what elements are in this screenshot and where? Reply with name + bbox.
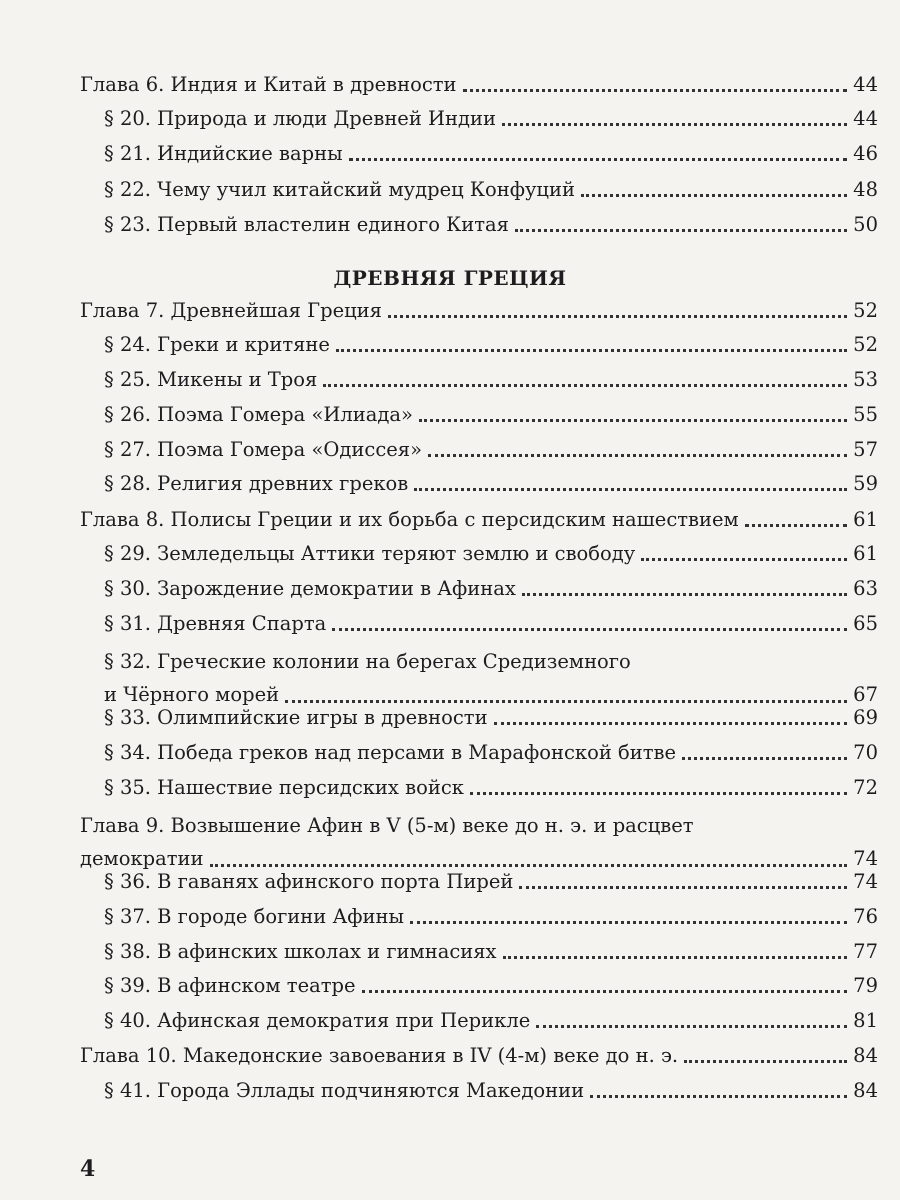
entry-title: § 33. Олимпийские игры в древности: [104, 706, 488, 729]
toc-entry-paragraph-25[interactable]: [104, 367, 878, 393]
entry-title: § 41. Города Эллады подчиняются Македонии: [104, 1079, 585, 1102]
dot-leader: [332, 628, 847, 631]
dot-leader: [641, 558, 847, 561]
entry-page: 63: [853, 577, 878, 600]
entry-page: 50: [853, 213, 878, 236]
entry-title-line-2: и Чёрного морей: [104, 683, 280, 706]
toc-entry-paragraph-28[interactable]: [104, 471, 878, 497]
dot-leader: [336, 349, 847, 352]
entry-title: Глава 7. Древнейшая Греция: [80, 299, 382, 322]
toc-entry-paragraph-20[interactable]: [104, 106, 878, 132]
entry-title: § 37. В городе богини Афины: [104, 905, 405, 928]
entry-title: § 22. Чему учил китайский мудрец Конфуций: [104, 178, 575, 201]
dot-leader: [536, 1025, 847, 1028]
toc-entry-paragraph-27[interactable]: [104, 437, 878, 463]
toc-entry-chapter-10[interactable]: [80, 1043, 878, 1069]
toc-entry-chapter-9[interactable]: [80, 809, 878, 875]
entry-page: 44: [853, 73, 878, 96]
dot-leader: [684, 1060, 847, 1063]
entry-page: 67: [853, 683, 878, 706]
entry-page: 69: [853, 706, 878, 729]
entry-page: 48: [853, 178, 878, 201]
entry-title: § 40. Афинская демократия при Перикле: [104, 1009, 531, 1032]
toc-entry-paragraph-37[interactable]: [104, 904, 878, 930]
section-heading: ДРЕВНЯЯ ГРЕЦИЯ: [333, 266, 567, 290]
entry-title: Глава 10. Македонские завоевания в IV (4-м) веке до н. э.: [80, 1044, 679, 1067]
toc-entry-chapter-6[interactable]: [80, 72, 878, 98]
entry-page: 52: [853, 333, 878, 356]
toc-entry-paragraph-41[interactable]: [104, 1078, 878, 1104]
dot-leader: [349, 158, 848, 161]
dot-leader: [519, 886, 847, 889]
dot-leader: [682, 757, 847, 760]
dot-leader: [494, 722, 848, 725]
dot-leader: [419, 419, 847, 422]
toc-entry-paragraph-39[interactable]: [104, 973, 878, 999]
entry-page: 76: [853, 905, 878, 928]
entry-title: § 28. Религия древних греков: [104, 472, 409, 495]
dot-leader: [362, 990, 848, 993]
entry-page: 74: [853, 847, 878, 870]
entry-title: Глава 8. Полисы Греции и их борьба с персидским нашествием: [80, 508, 739, 531]
entry-page: 70: [853, 741, 878, 764]
entry-title: § 39. В афинском театре: [104, 974, 356, 997]
dot-leader: [515, 229, 847, 232]
toc-entry-paragraph-32[interactable]: [104, 645, 878, 711]
dot-leader: [745, 524, 847, 527]
entry-page: 72: [853, 776, 878, 799]
toc-entry-paragraph-31[interactable]: [104, 611, 878, 637]
entry-title: § 35. Нашествие персидских войск: [104, 776, 464, 799]
entry-title: § 30. Зарождение демократии в Афинах: [104, 577, 516, 600]
entry-page: 77: [853, 940, 878, 963]
entry-title: § 25. Микены и Троя: [104, 368, 318, 391]
entry-page: 55: [853, 403, 878, 426]
entry-page: 79: [853, 974, 878, 997]
entry-title-line-1: § 32. Греческие колонии на берегах Средиземного: [104, 650, 631, 673]
dot-leader: [463, 89, 848, 92]
toc-entry-paragraph-21[interactable]: [104, 141, 878, 167]
entry-page: 52: [853, 299, 878, 322]
dot-leader: [388, 315, 847, 318]
entry-page: 57: [853, 438, 878, 461]
entry-page: 44: [853, 107, 878, 130]
entry-page: 84: [853, 1079, 878, 1102]
dot-leader: [323, 384, 847, 387]
entry-title: § 23. Первый властелин единого Китая: [104, 213, 509, 236]
entry-title: § 29. Земледельцы Аттики теряют землю и свободу: [104, 542, 636, 565]
toc-entry-paragraph-35[interactable]: [104, 775, 878, 801]
entry-title: Глава 6. Индия и Китай в древности: [80, 73, 457, 96]
entry-title: § 31. Древняя Спарта: [104, 612, 327, 635]
toc-entry-paragraph-34[interactable]: [104, 740, 878, 766]
entry-page: 53: [853, 368, 878, 391]
entry-title-line-2: демократии: [80, 847, 204, 870]
entry-title: § 20. Природа и люди Древней Индии: [104, 107, 497, 130]
dot-leader: [503, 956, 848, 959]
dot-leader: [522, 593, 847, 596]
dot-leader: [581, 194, 847, 197]
entry-page: 84: [853, 1044, 878, 1067]
toc-entry-paragraph-22[interactable]: [104, 177, 878, 203]
dot-leader: [285, 700, 847, 703]
toc-entry-paragraph-33[interactable]: [104, 705, 878, 731]
toc-entry-paragraph-38[interactable]: [104, 939, 878, 965]
dot-leader: [414, 488, 847, 491]
toc-entry-paragraph-24[interactable]: [104, 332, 878, 358]
dot-leader: [470, 792, 847, 795]
toc-entry-chapter-7[interactable]: [80, 298, 878, 324]
dot-leader: [590, 1095, 847, 1098]
entry-title: § 27. Поэма Гомера «Одиссея»: [104, 438, 423, 461]
entry-page: 81: [853, 1009, 878, 1032]
dot-leader: [410, 921, 847, 924]
toc-entry-paragraph-23[interactable]: [104, 212, 878, 238]
toc-entry-paragraph-29[interactable]: [104, 541, 878, 567]
toc-entry-chapter-8[interactable]: [80, 507, 878, 533]
toc-entry-paragraph-36[interactable]: [104, 869, 878, 895]
entry-title: § 36. В гаванях афинского порта Пирей: [104, 870, 514, 893]
entry-page: 61: [853, 542, 878, 565]
dot-leader: [502, 123, 847, 126]
entry-title-line-1: Глава 9. Возвышение Афин в V (5-м) веке до н. э. и расцвет: [80, 814, 694, 837]
entry-title: § 21. Индийские варны: [104, 142, 343, 165]
dot-leader: [210, 864, 848, 867]
entry-page: 61: [853, 508, 878, 531]
entry-title: § 26. Поэма Гомера «Илиада»: [104, 403, 413, 426]
entry-page: 74: [853, 870, 878, 893]
entry-page: 46: [853, 142, 878, 165]
entry-title: § 34. Победа греков над персами в Марафонской битве: [104, 741, 677, 764]
entry-title: § 38. В афинских школах и гимнасиях: [104, 940, 497, 963]
toc-entry-paragraph-30[interactable]: [104, 576, 878, 602]
page-number: 4: [80, 1156, 96, 1182]
entry-page: 59: [853, 472, 878, 495]
toc-entry-paragraph-26[interactable]: [104, 402, 878, 428]
dot-leader: [428, 454, 847, 457]
entry-page: 65: [853, 612, 878, 635]
entry-title: § 24. Греки и критяне: [104, 333, 330, 356]
toc-entry-paragraph-40[interactable]: [104, 1008, 878, 1034]
